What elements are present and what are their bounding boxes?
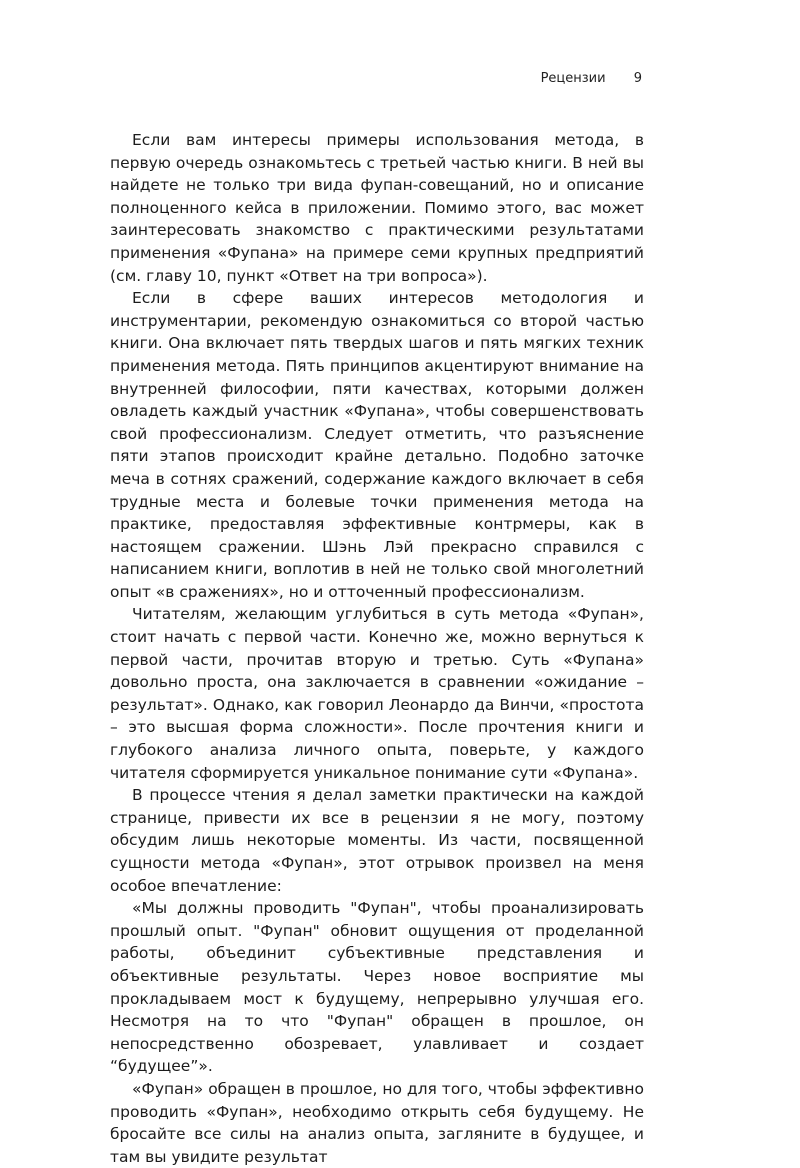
quote-paragraph: «Мы должны проводить "Фупан", чтобы проанализировать прошлый опыт. "Фупан" обновит ощущения от проделанной работы, объединит субъективные представления и объективные результаты. Через новое восприятие мы прокладываем мост к будущему, непрерывно улучшая его. Несмотря на то что "Фупан" обращен в прошлое, он непосредственно обозревает, улавливает и создает “будущее”». <box>110 899 644 1076</box>
section-title: Рецензии <box>540 71 606 86</box>
paragraph: «Фупан» обращен в прошлое, но для того, чтобы эффективно проводить «Фупан», необходимо открыть себя будущему. Не бросайте все силы на анализ опыта, загляните в будущее, и там вы увидите результат <box>110 1079 644 1166</box>
paragraph: В процессе чтения я делал заметки практически на каждой странице, привести их все в рецензии я не могу, поэтому обсудим лишь некоторые моменты. Из части, посвященной сущности метода «Фупан», этот отрывок произвел на меня особое впечатление: <box>110 786 644 895</box>
body-text <box>110 129 644 1168</box>
paragraph: Читателям, желающим углубиться в суть метода «Фупан», стоит начать с первой части. Конечно же, можно вернуться к первой части, прочитав вторую и третью. Суть «Фупана» довольно проста, она заключается в сравнении «ожидание – результат». Однако, как говорил Леонардо да Винчи, «простота – это высшая форма сложности». После прочтения книги и глубокого анализа личного опыта, поверьте, у каждого читателя сформируется уникальное понимание сути «Фупана». <box>110 605 644 782</box>
paragraph: Если в сфере ваших интересов методология и инструментарии, рекомендую ознакомиться со второй частью книги. Она включает пять твердых шагов и пять мягких техник применения метода. Пять принципов акцентируют внимание на внутренней философии, пяти качествах, которыми должен овладеть каждый участник «Фупана», чтобы совершенствовать свой профессионализм. Следует отметить, что разъяснение пяти этапов происходит крайне детально. Подобно заточке меча в сотнях сражений, содержание каждого включает в себя трудные места и болевые точки применения метода на практике, предоставляя эффективные контрмеры, как в настоящем сражении. Шэнь Лэй прекрасно справился с написанием книги, воплотив в ней не только свой многолетний опыт «в сражениях», но и отточенный профессионализм. <box>110 289 644 601</box>
paragraph: Если вам интересы примеры использования метода, в первую очередь ознакомьтесь с третьей частью книги. В ней вы найдете не только три вида фупан-совещаний, но и описание полноценного кейса в приложении. Помимо этого, вас может заинтересовать знакомство с практическими результатами применения «Фупана» на примере семи крупных предприятий (см. главу 10, пункт «Ответ на три вопроса»). <box>110 131 644 285</box>
running-header <box>541 71 642 87</box>
page-number: 9 <box>633 71 642 86</box>
